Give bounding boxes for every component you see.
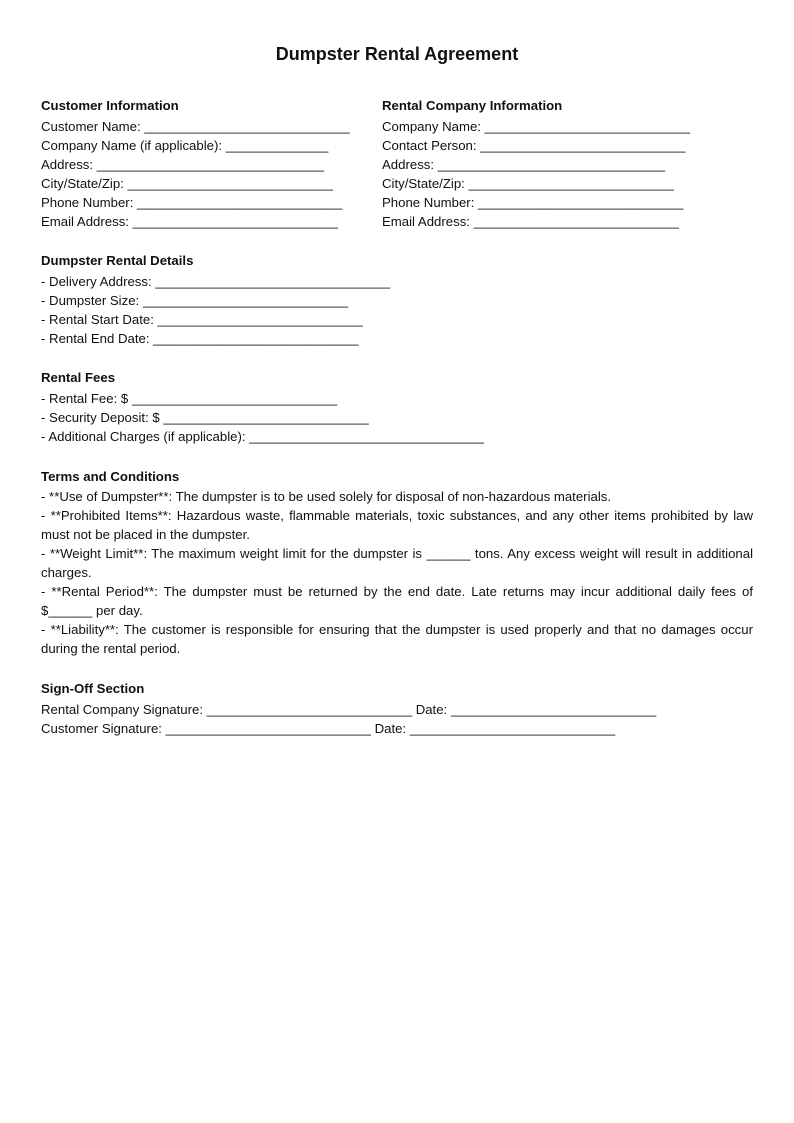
customer-email-field[interactable]: Email Address: ____________________________: [41, 214, 338, 229]
term-use-of-dumpster: - **Use of Dumpster**: The dumpster is to be used solely for disposal of non-hazardous materials.: [41, 489, 612, 504]
dumpster-size-field[interactable]: - Dumpster Size: ____________________________: [41, 293, 349, 308]
signoff-heading: Sign-Off Section: [41, 681, 145, 696]
contact-person-field[interactable]: Contact Person: ____________________________: [382, 138, 686, 153]
term-weight-limit: - **Weight Limit**: The maximum weight limit for the dumpster is ______ tons. Any excess weight will result in additional charges.: [41, 546, 753, 580]
company-phone-field[interactable]: Phone Number: ____________________________: [382, 195, 684, 210]
terms-heading: Terms and Conditions: [41, 469, 180, 484]
customer-info-heading: Customer Information: [41, 98, 179, 113]
company-city-field[interactable]: City/State/Zip: ____________________________: [382, 176, 674, 191]
rental-end-date-field[interactable]: - Rental End Date: ____________________________: [41, 331, 359, 346]
rental-fees-heading: Rental Fees: [41, 370, 116, 385]
security-deposit-field[interactable]: - Security Deposit: $ ____________________________: [41, 410, 369, 425]
term-prohibited-items: - **Prohibited Items**: Hazardous waste, flammable materials, toxic substances, and any other items prohibited by law must not be placed in the dumpster.: [41, 508, 753, 542]
document-title: Dumpster Rental Agreement: [275, 44, 519, 64]
term-liability: - **Liability**: The customer is responsible for ensuring that the dumpster is used properly and that no damages occur during the rental period.: [41, 622, 753, 656]
company-email-field[interactable]: Email Address: ____________________________: [382, 214, 679, 229]
customer-signature-field[interactable]: Customer Signature: ____________________________ Date: ____________________________: [41, 721, 616, 736]
customer-name-field[interactable]: Customer Name: ____________________________: [41, 119, 350, 134]
company-name-field[interactable]: Company Name: ____________________________: [382, 119, 690, 134]
rental-details-heading: Dumpster Rental Details: [41, 253, 194, 268]
rental-company-signature-field[interactable]: Rental Company Signature: ____________________________ Date: ____________________________: [41, 702, 657, 717]
term-rental-period: - **Rental Period**: The dumpster must be returned by the end date. Late returns may incur additional daily fees of $______ per day.: [41, 584, 753, 618]
terms-list: [41, 487, 753, 658]
customer-company-field[interactable]: Company Name (if applicable): ______________: [41, 138, 329, 153]
customer-address-field[interactable]: Address: _______________________________: [41, 157, 325, 172]
customer-phone-field[interactable]: Phone Number: ____________________________: [41, 195, 343, 210]
company-info-heading: Rental Company Information: [382, 98, 563, 113]
delivery-address-field[interactable]: - Delivery Address: ________________________________: [41, 274, 391, 289]
rental-start-date-field[interactable]: - Rental Start Date: ____________________________: [41, 312, 363, 327]
customer-city-field[interactable]: City/State/Zip: ____________________________: [41, 176, 333, 191]
additional-charges-field[interactable]: - Additional Charges (if applicable): ________________________________: [41, 429, 484, 444]
company-address-field[interactable]: Address: _______________________________: [382, 157, 666, 172]
rental-fee-field[interactable]: - Rental Fee: $ ____________________________: [41, 391, 338, 406]
